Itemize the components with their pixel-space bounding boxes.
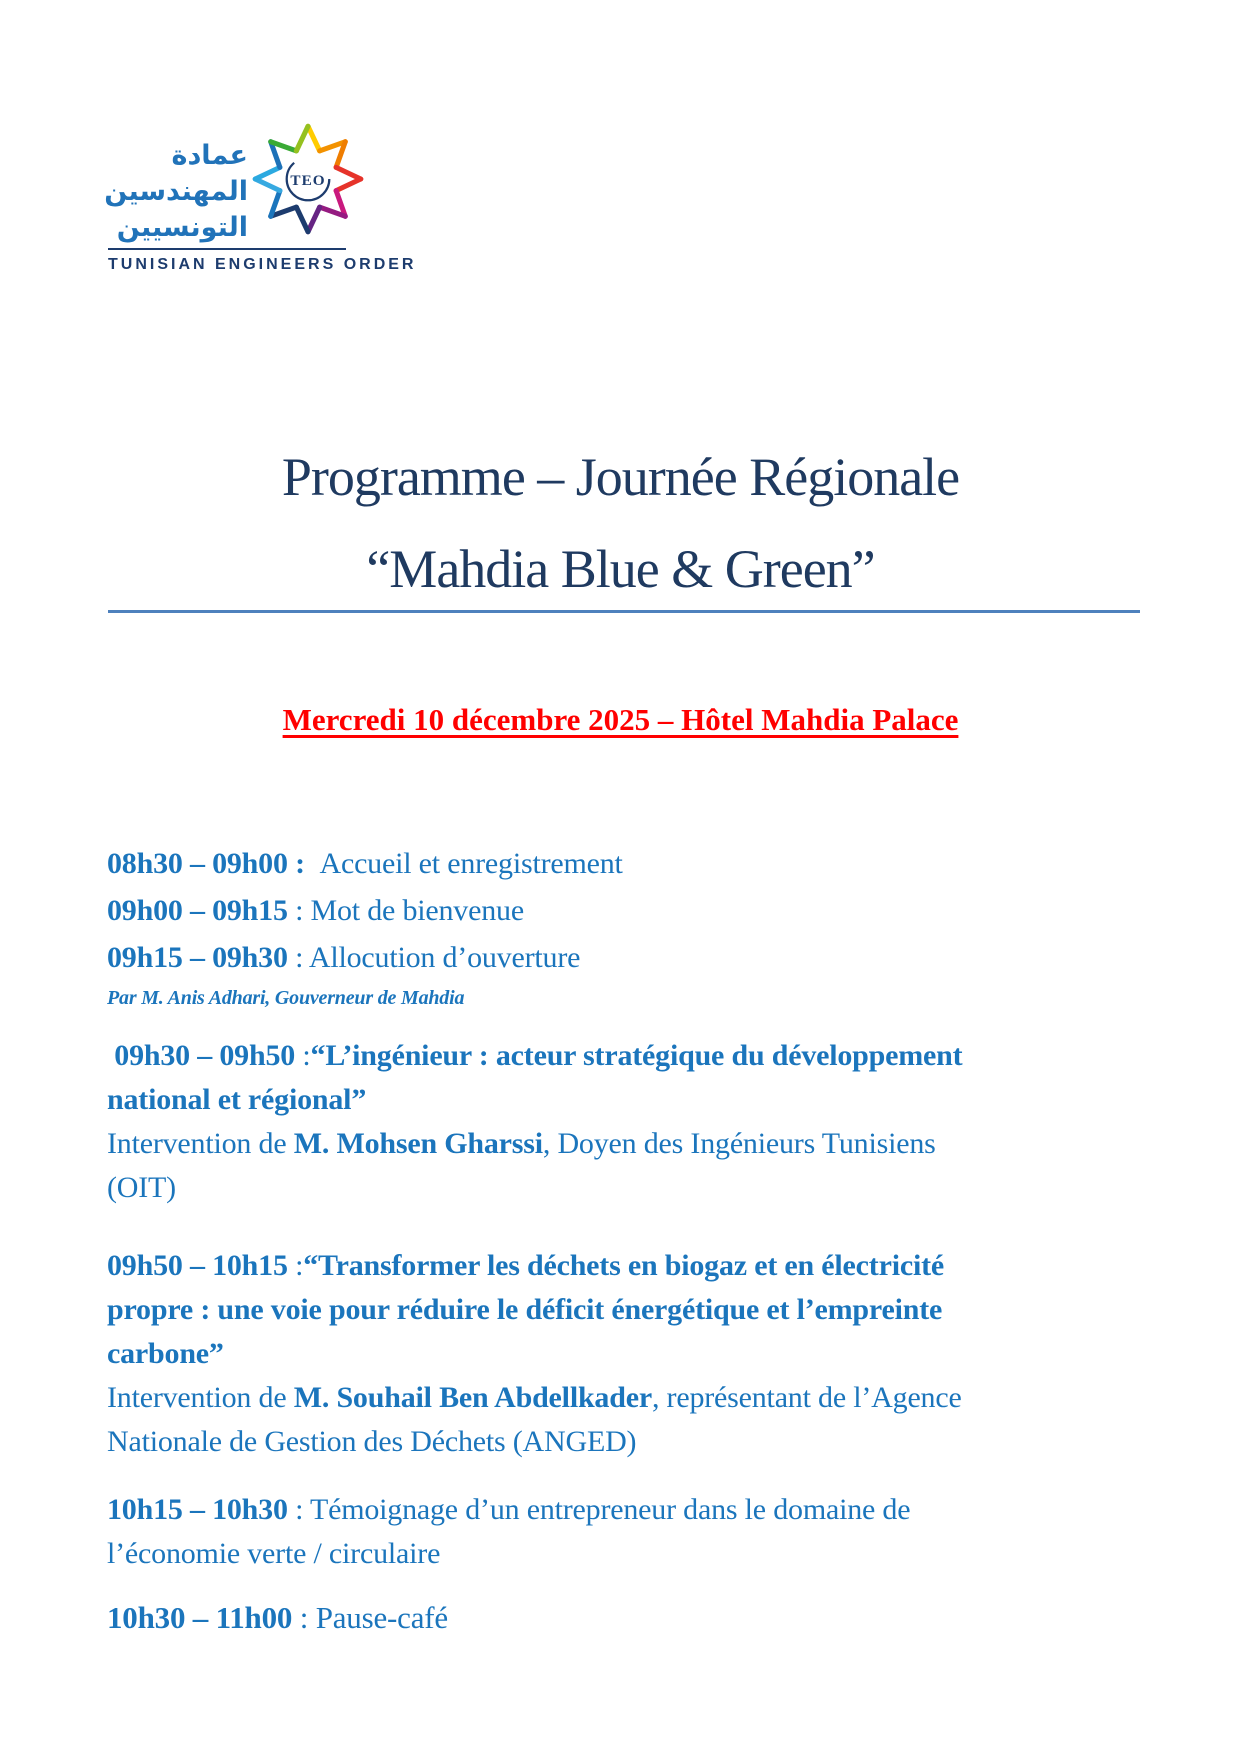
separator: : [287, 941, 309, 974]
logo-arabic-text [100, 138, 248, 246]
speaker-prefix: Intervention de [107, 1127, 294, 1160]
speaker-suffix: , représentant de l’Agence [651, 1381, 962, 1414]
time-label: 08h30 – 09h00 [107, 847, 288, 880]
time-label: 09h00 – 09h15 [107, 894, 288, 927]
logo-arabic-line: التونسيين [116, 212, 248, 243]
session-title: “Transformer les déchets en biogaz et en électricité [303, 1249, 944, 1282]
schedule-row [107, 887, 1137, 934]
speaker-note: Par M. Anis Adhari, Gouverneur de Mahdia [107, 987, 465, 1009]
logo-arabic-line: المهندسين [104, 176, 248, 207]
speaker-prefix: Intervention de [107, 1381, 294, 1414]
separator: : [287, 1249, 304, 1282]
separator: : [287, 894, 311, 927]
schedule [107, 840, 1137, 1640]
schedule-row [107, 1596, 1137, 1640]
speaker-suffix: , Doyen des Ingénieurs Tunisiens [542, 1127, 936, 1160]
schedule-row [107, 1034, 1137, 1210]
teo-logo-text: TEO [290, 172, 326, 190]
session-title: carbone” [107, 1337, 224, 1370]
schedule-row [107, 934, 1137, 981]
time-label: 09h30 – 09h50 [107, 1039, 296, 1072]
session-title: Témoignage d’un entrepreneur dans le domaine de [309, 1493, 911, 1526]
org-name: TUNISIAN ENGINEERS ORDER [108, 256, 417, 273]
session-title: Mot de bienvenue [310, 894, 524, 927]
session-title: l’économie verte / circulaire [107, 1537, 441, 1570]
speaker-name: M. Mohsen Gharssi [293, 1127, 543, 1160]
session-title: propre : une voie pour réduire le déficit énergétique et l’empreinte [107, 1293, 943, 1326]
schedule-row [107, 840, 1137, 887]
page-title: Programme – Journée Régionale [281, 447, 960, 507]
page-subtitle: “Mahdia Blue & Green” [366, 539, 875, 599]
session-title: Accueil et enregistrement [319, 847, 623, 880]
speaker-org: Nationale de Gestion des Déchets (ANGED) [107, 1425, 637, 1458]
session-title: Allocution d’ouverture [308, 941, 581, 974]
session-title: “L’ingénieur : acteur stratégique du développement [310, 1039, 963, 1072]
separator: : [287, 847, 320, 880]
session-title: Pause-café [315, 1600, 448, 1635]
separator: : [287, 1493, 310, 1526]
time-label: 10h30 – 11h00 [107, 1600, 293, 1635]
speaker-org: (OIT) [107, 1171, 176, 1204]
speaker-name: M. Souhail Ben Abdellkader [293, 1381, 652, 1414]
time-label: 10h15 – 10h30 [107, 1493, 288, 1526]
logo-divider [108, 248, 346, 250]
schedule-row [107, 1488, 1137, 1576]
separator: : [292, 1600, 316, 1635]
time-label: 09h50 – 10h15 [107, 1249, 288, 1282]
separator: : [295, 1039, 311, 1072]
time-label: 09h15 – 09h30 [107, 941, 288, 974]
logo [100, 108, 364, 250]
logo-arabic-line: عمادة [171, 140, 248, 171]
date-heading: Mercredi 10 décembre 2025 – Hôtel Mahdia Palace [282, 702, 959, 737]
session-title: national et régional” [107, 1083, 367, 1116]
title-rule [108, 610, 1140, 613]
schedule-row [107, 1244, 1137, 1464]
teo-star-icon [252, 108, 364, 250]
